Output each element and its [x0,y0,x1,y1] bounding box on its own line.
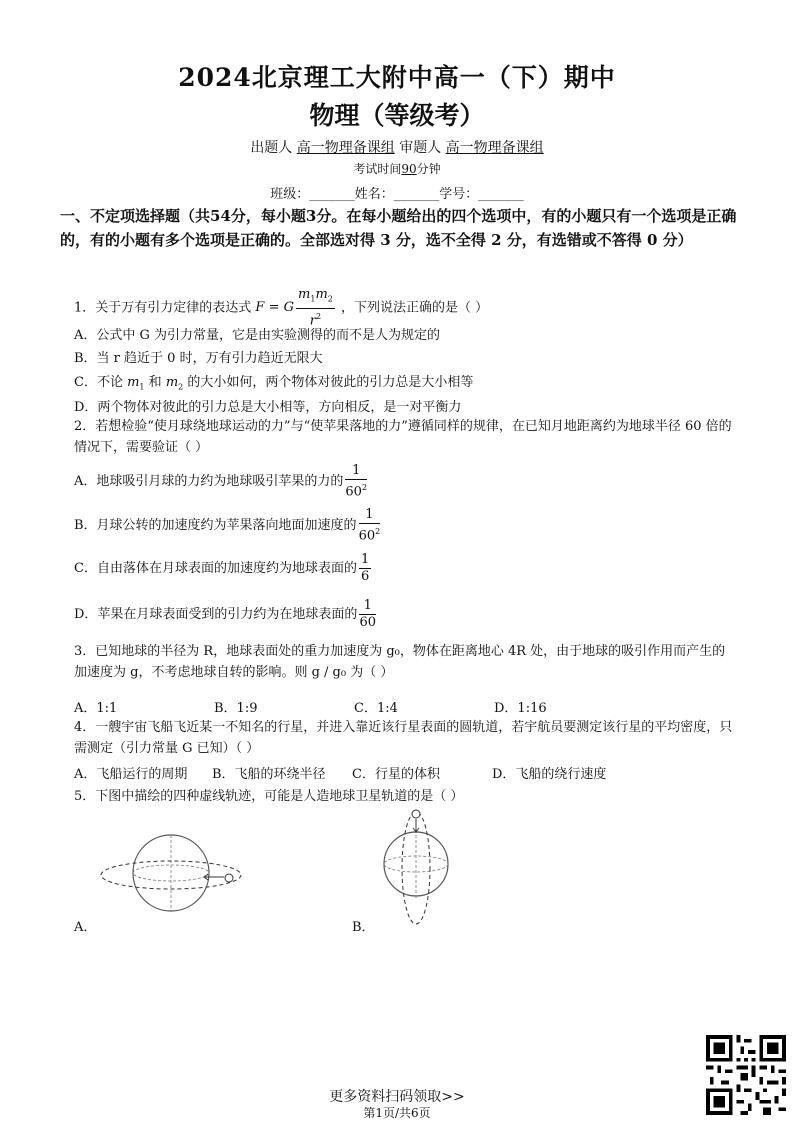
q2-option-c: C．自由落体在月球表面的加速度约为地球表面的 $\frac{1}{6}$ [74,552,370,584]
author-value: 高一物理备课组 [296,140,395,156]
q1-option-c: C．不论 $m_1$ 和 $m_2$ 的大小如何，两个物体对彼此的引力总是大小相等 [74,375,474,392]
q5-option-b: B． [352,920,375,935]
q4-stem: 4．一艘宇宙飞船飞近某一不知名的行星，并进入靠近该行星表面的圆轨道，若宇航员要测定该行星的平均密度，只需测定（引力常量 G 已知）（ ） [74,720,733,756]
page-number: 第1页/共6页 [363,1106,431,1120]
q5-option-a: A． [74,920,97,935]
exam-subtitle: 物理（等级考） [309,101,485,130]
q5-stem: 5．下图中描绘的四种虚线轨迹，可能是人造地球卫星轨道的是（ ） [74,789,464,804]
q2-option-a: A．地球吸引月球的力约为地球吸引苹果的力的 $\frac{1}{60^2}$ [74,463,368,500]
footer-more-link[interactable]: 更多资料扫码领取>> [329,1089,465,1105]
section-heading: 一、不定项选择题（共54分，每小题3分。在每小题给出的四个选项中，有的小题只有一个选项是正确的，有的小题有多个选项是正确的。全部选对得 3 分，选不全得 2 分，有选错或不答得 0 分） [60,207,737,249]
q3-options [74,697,547,716]
q2-option-d: D．苹果在月球表面受到的引力约为在地球表面的 $\frac{1}{60}$ [74,598,376,630]
orbit-figure-b [376,802,456,928]
q1-stem: 1．关于万有引力定律的表达式 F = G $\frac{m_1m_2}{r^2}$ ，下列说法正确的是（ ） [74,287,489,328]
q4-option-d: D．飞船的绕行速度 [492,767,607,782]
exam-time: 考试时间90分钟 [353,162,441,176]
q1-option-b: B．当 r 趋近于 0 时，万有引力趋近无限大 [74,351,323,366]
reviewer-label: 审题人 [399,140,442,156]
q3-stem: 3．已知地球的半径为 R，地球表面处的重力加速度为 g₀，物体在距离地心 4R 处，由于地球的吸引作用而产生的加速度为 g，不考虑地球自转的影响。则 g / g₀ 为（ ） [74,644,726,680]
q2-option-b: B．月球公转的加速度约为苹果落向地面加速度的 $\frac{1}{60^2}$ [74,507,381,544]
q4-option-b: B．飞船的环绕半径 [212,767,326,782]
reviewer-value: 高一物理备课组 [445,140,544,156]
student-info-fields: 班级：_______姓名：_______学号：_______ [270,187,524,202]
q1-option-d: D．两个物体对彼此的引力总是大小相等，方向相反，是一对平衡力 [74,400,462,415]
q4-option-c: C．行星的体积 [352,767,440,782]
author-line [0,137,794,157]
q1-option-a: A．公式中 G 为引力常量，它是由实验测得的而不是人为规定的 [74,328,441,343]
q3-option-c: C．1:4 [354,701,398,716]
orbit-figure-a [96,828,246,918]
q4-options [74,763,606,782]
q4-option-a: A．飞船运行的周期 [74,767,188,782]
gravitation-formula: F = G $\frac{m_1m_2}{r^2}$ [255,287,333,328]
q3-option-a: A．1:1 [74,701,118,716]
q2-stem: 2．若想检验“使月球绕地球运动的力”与“使苹果落地的力”遵循同样的规律，在已知月地距离约为地球半径 60 倍的情况下，需要验证（ ） [74,419,732,455]
q3-option-b: B．1:9 [214,701,258,716]
author-label: 出题人 [250,140,293,156]
q3-option-d: D．1:16 [494,701,547,716]
exam-title: 2024北京理工大附中高一（下）期中 [178,63,616,92]
